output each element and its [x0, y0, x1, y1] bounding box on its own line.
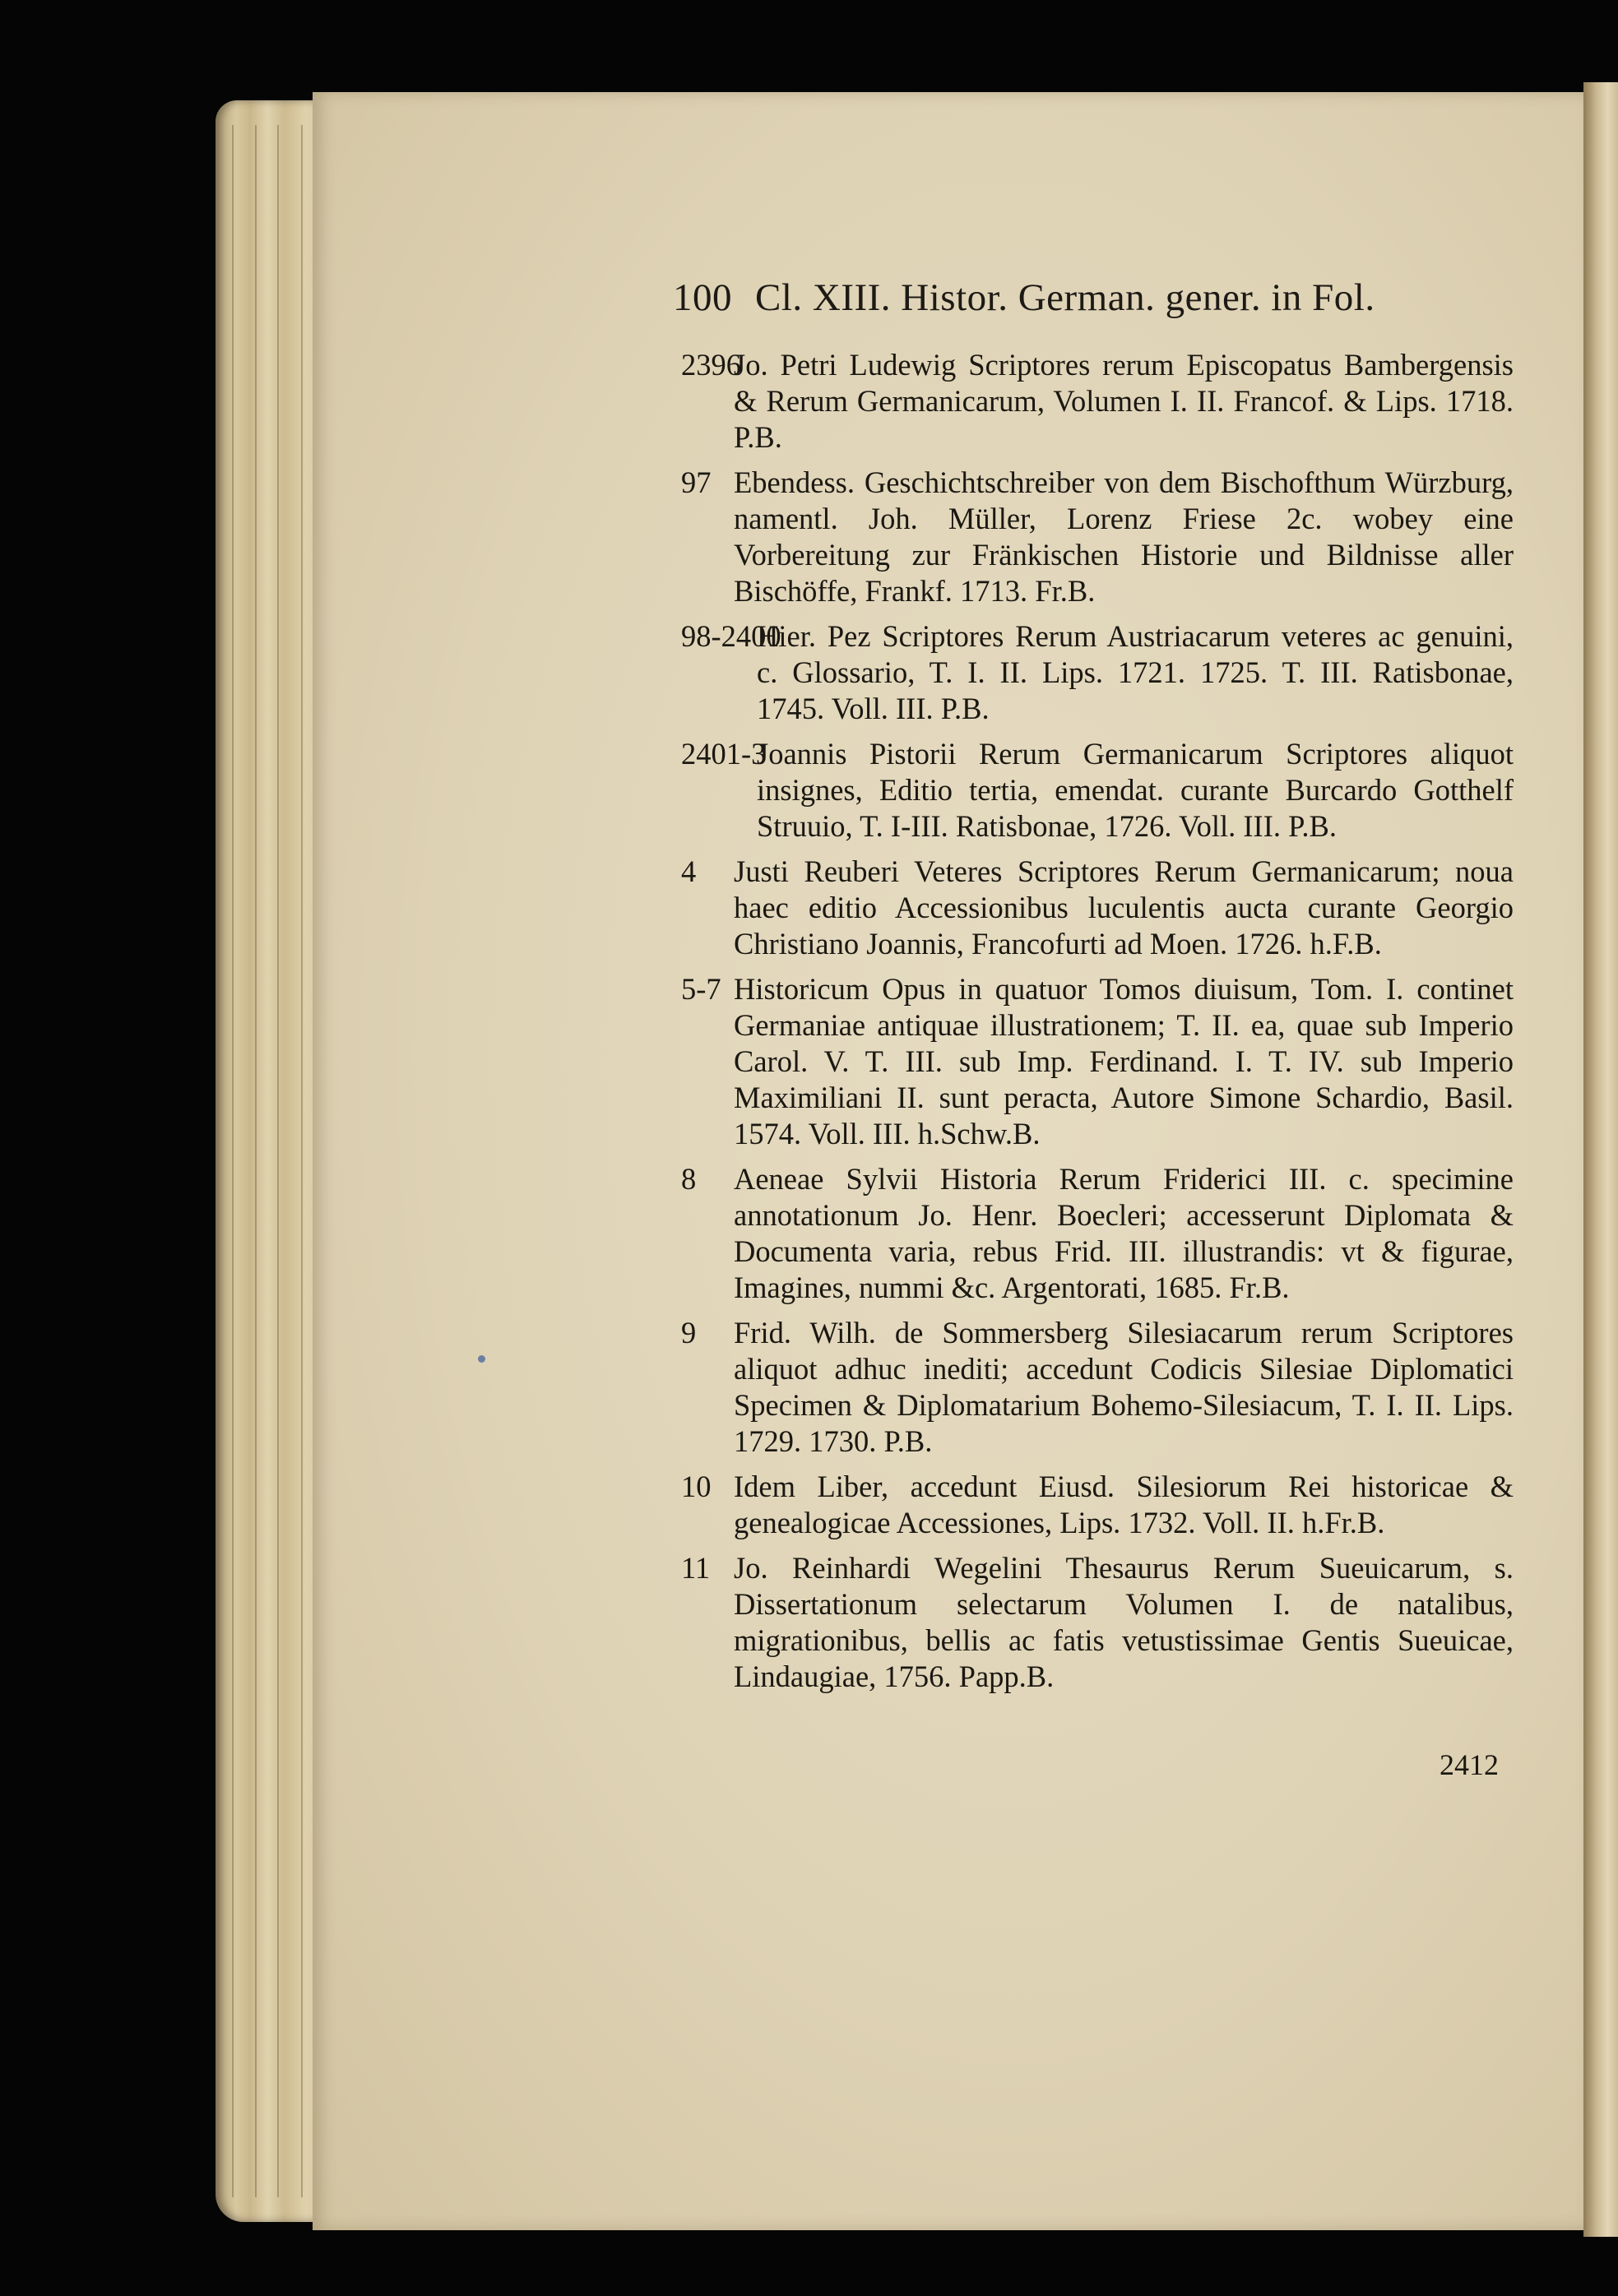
- page-title: Cl. XIII. Histor. German. gener. in Fol.: [755, 276, 1375, 319]
- catalogue-entry: [683, 1469, 1514, 1541]
- catalogue-entry: [683, 854, 1514, 962]
- page-number: 100: [673, 276, 732, 319]
- catalogue-entry: [683, 971, 1514, 1152]
- running-head: [673, 275, 1413, 320]
- entry-number: 97: [681, 465, 712, 499]
- catalogue-entry: [683, 1550, 1514, 1695]
- catalogue-entry: [683, 1161, 1514, 1306]
- catalogue-entry: [683, 465, 1514, 609]
- entry-text: Joannis Pistorii Rerum Germanicarum Scriptores aliquot insignes, Editio tertia, emendat. curante Burcardo Gotthelf Struuio, T. I-III. Ratisbonae, 1726. Voll. III. P.B.: [757, 737, 1514, 843]
- book-gutter: [1583, 82, 1618, 2237]
- entry-number: 10: [681, 1470, 712, 1503]
- entry-text: Hier. Pez Scriptores Rerum Austriacarum veteres ac genuini, c. Glossario, T. I. II. Lips. 1721. 1725. T. III. Ratisbonae, 1745. Voll. III. P.B.: [757, 619, 1514, 725]
- entry-number: 5-7: [681, 972, 721, 1006]
- entry-text: Idem Liber, accedunt Eiusd. Silesiorum Rei historicae & genealogicae Accessiones, Lips. 1732. Voll. II. h.Fr.B.: [734, 1470, 1514, 1539]
- catalogue-entry: [683, 736, 1514, 845]
- entry-text: Ebendess. Geschichtschreiber von dem Bischofthum Würzburg, namentl. Joh. Müller, Lorenz Friese 2c. wobey eine Vorbereitung zur Fränkischen Historie und Bildnisse aller Bischöffe, Frankf. 1713. Fr.B.: [734, 465, 1514, 608]
- catchword: 2412: [1440, 1748, 1499, 1781]
- paper-blemish: [478, 1355, 485, 1363]
- entry-text: Jo. Petri Ludewig Scriptores rerum Episcopatus Bambergensis & Rerum Germanicarum, Volumen I. II. Francof. & Lips. 1718. P.B.: [734, 348, 1514, 454]
- entry-number: 9: [681, 1316, 697, 1349]
- catalogue-entry: [683, 618, 1514, 727]
- entry-number: 11: [681, 1551, 711, 1585]
- catalogue-entries: [683, 347, 1514, 1704]
- entry-number: 98-2400: [681, 619, 781, 653]
- entry-number: 2401-3: [681, 737, 767, 771]
- entry-text: Frid. Wilh. de Sommersberg Silesiacarum rerum Scriptores aliquot adhuc inediti; accedunt Codicis Silesiae Diplomatici Specimen & Diplomatarium Bohemo-Silesiacum, T. I. II. Lips. 1729. 1730. P.B.: [734, 1316, 1514, 1458]
- entry-number: 8: [681, 1162, 697, 1196]
- entry-number: 4: [681, 854, 697, 888]
- entry-number: 2396: [681, 348, 741, 382]
- entry-text: Historicum Opus in quatuor Tomos diuisum, Tom. I. continet Germaniae antiquae illustrationem; T. II. ea, quae sub Imperio Carol. V. T. III. sub Imp. Ferdinand. I. T. IV. sub Imperio Maximiliani II. sunt peracta, Autore Simone Schardio, Basil. 1574. Voll. III. h.Schw.B.: [734, 972, 1514, 1150]
- entry-text: Justi Reuberi Veteres Scriptores Rerum Germanicarum; noua haec editio Accessionibus luculentis aucta curante Georgio Christiano Joannis, Francofurti ad Moen. 1726. h.F.B.: [734, 854, 1514, 961]
- entry-text: Jo. Reinhardi Wegelini Thesaurus Rerum Sueuicarum, s. Dissertationum selectarum Volumen I. de natalibus, migrationibus, bellis ac fatis vetustissimae Gentis Sueuicae, Lindaugiae, 1756. Papp.B.: [734, 1551, 1514, 1693]
- entry-text: Aeneae Sylvii Historia Rerum Friderici III. c. specimine annotationum Jo. Henr. Boecleri; accesserunt Diplomata & Documenta varia, rebus Frid. III. illustrandis: vt & figurae, Imagines, nummi &c. Argentorati, 1685. Fr.B.: [734, 1162, 1514, 1304]
- catalogue-entry: [683, 1315, 1514, 1460]
- catalogue-entry: [683, 347, 1514, 456]
